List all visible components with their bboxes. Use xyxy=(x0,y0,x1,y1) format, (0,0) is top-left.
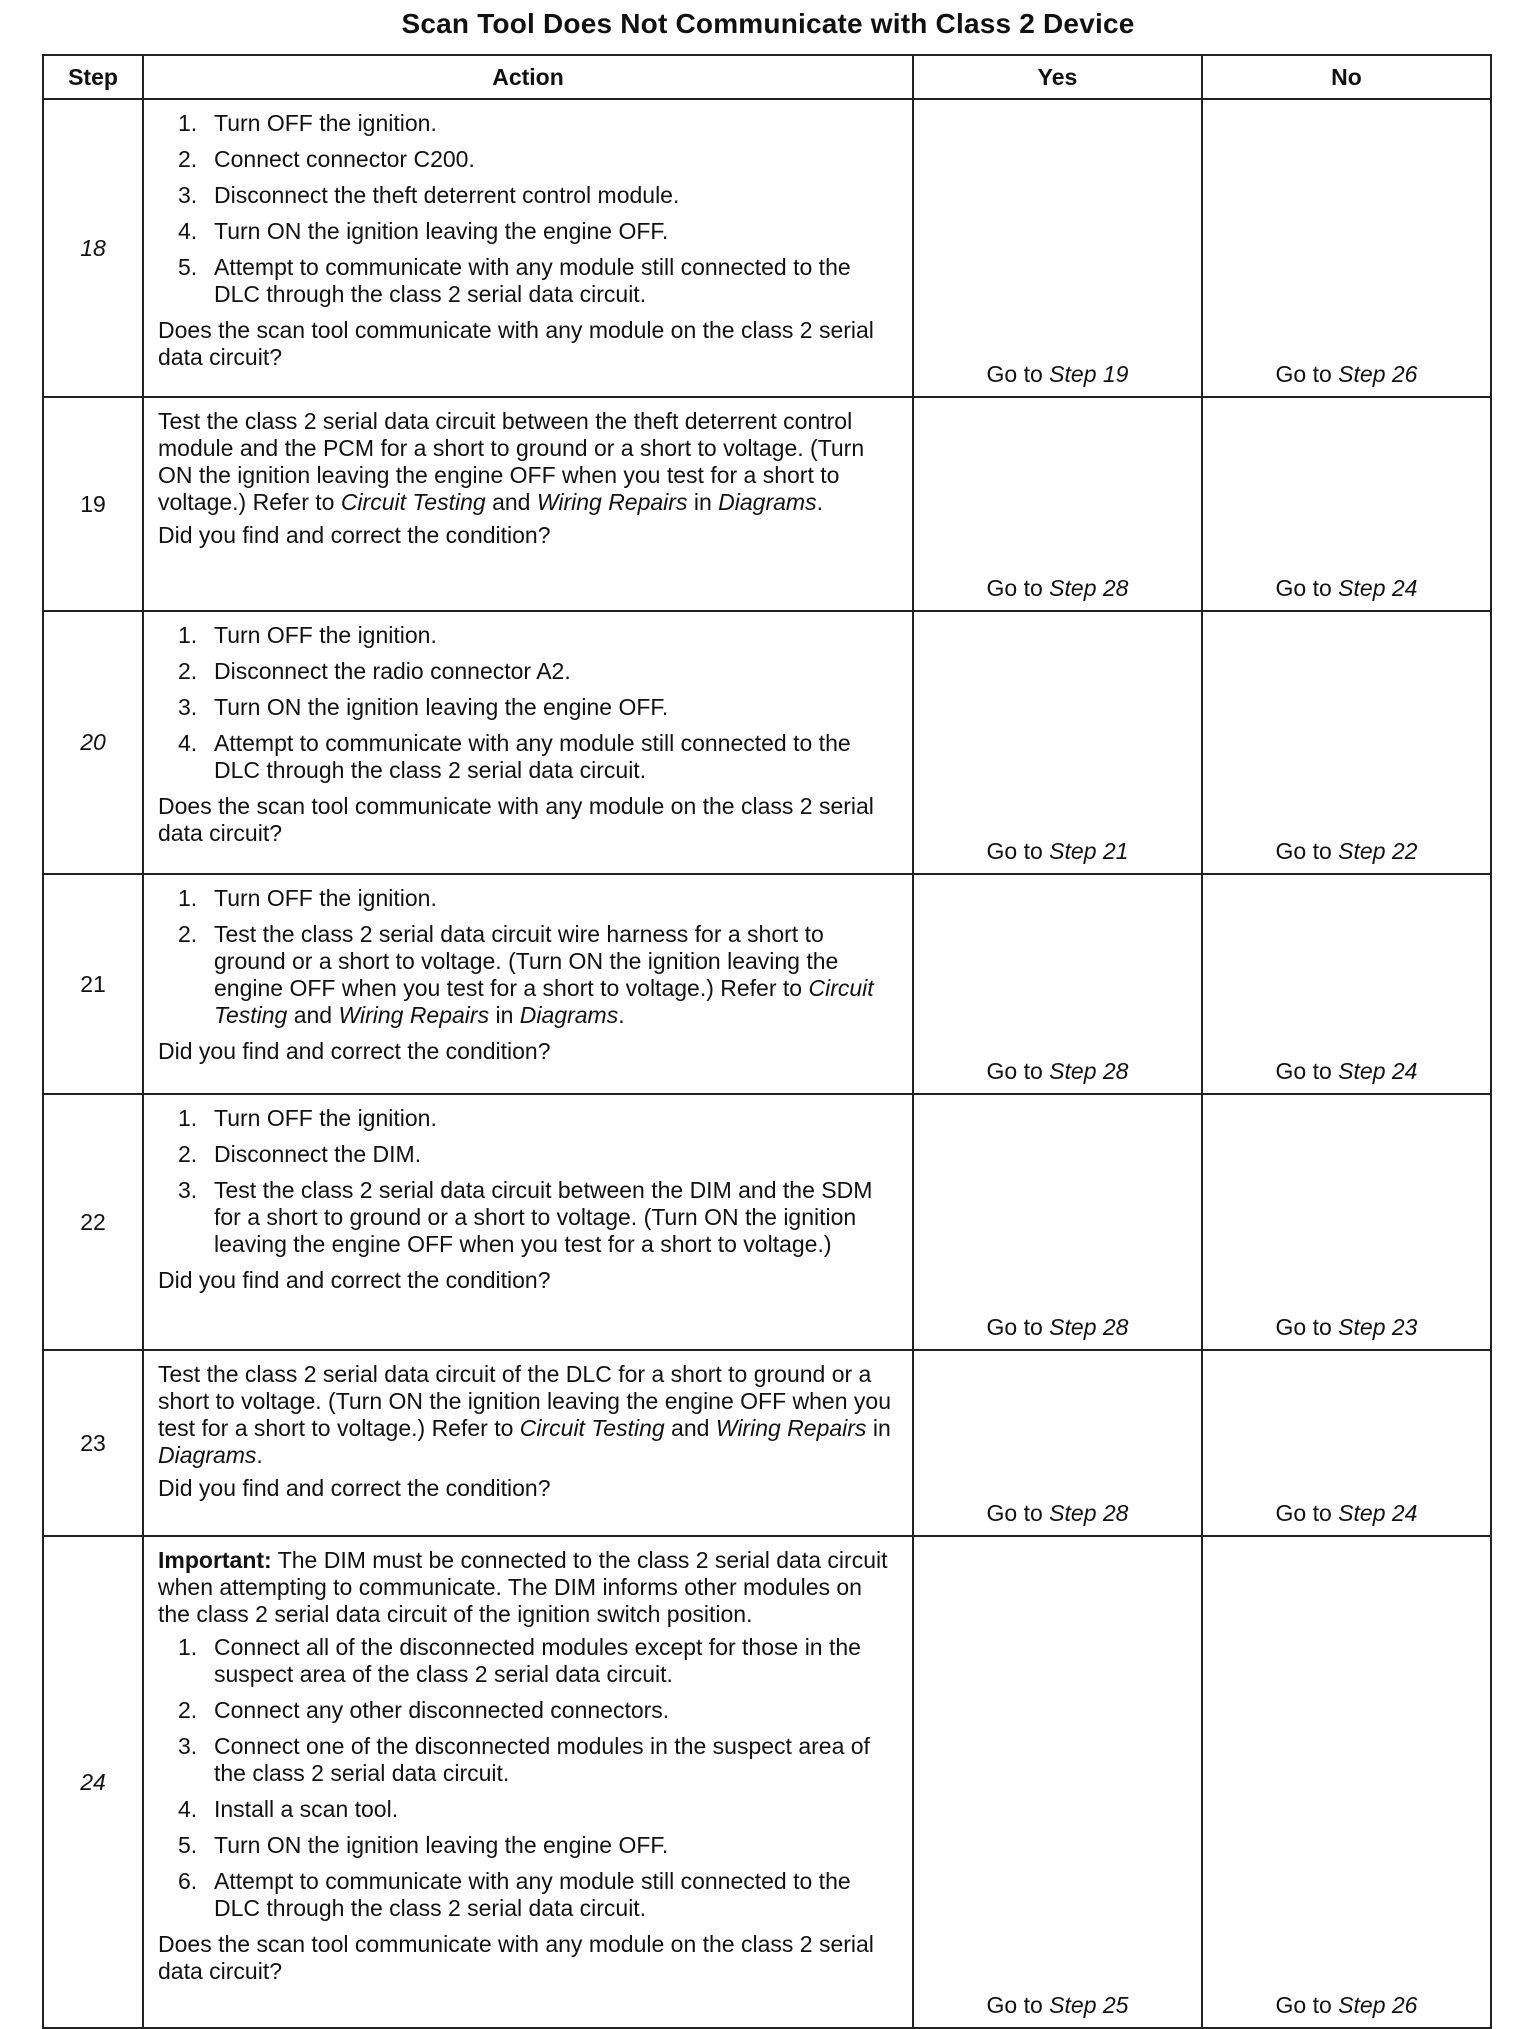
action-cell xyxy=(143,1094,913,1350)
no-result: Go to Step 24 xyxy=(1202,397,1491,611)
yes-result: Go to Step 28 xyxy=(913,1094,1202,1350)
action-text: Test the class 2 serial data circuit between the theft deterrent control module and the PCM for a short to ground or a short to voltage. (Turn ON the ignition leaving the engine OFF when you test for a short to voltage.) Refer to Circuit Testing and Wiring Repairs in Diagrams. xyxy=(158,408,865,515)
step-number: 21 xyxy=(43,874,143,1094)
action-steps-list xyxy=(158,622,900,784)
list-item: 3. Disconnect the theft deterrent control module. xyxy=(178,182,680,208)
list-item: 4. Attempt to communicate with any module still connected to the DLC through the class 2 serial data circuit. xyxy=(178,730,851,783)
diagnostic-table xyxy=(42,54,1492,2029)
action-text: Test the class 2 serial data circuit of the DLC for a short to ground or a short to voltage. (Turn ON the ignition leaving the engine OFF when you test for a short to voltage.) Refer to Circuit Testing and Wiring Repairs in Diagrams. xyxy=(158,1361,891,1468)
header-yes: Yes xyxy=(913,55,1202,99)
action-cell xyxy=(143,99,913,397)
list-item: 1. Turn OFF the ignition. xyxy=(178,622,437,648)
no-result: Go to Step 24 xyxy=(1202,874,1491,1094)
list-item: 1. Turn OFF the ignition. xyxy=(178,1105,437,1131)
list-item: 3. Test the class 2 serial data circuit between the DIM and the SDM for a short to ground or a short to voltage. (Turn ON the ignition leaving the engine OFF when you test for a short to voltage.) xyxy=(178,1177,873,1257)
no-result: Go to Step 24 xyxy=(1202,1350,1491,1536)
no-result: Go to Step 22 xyxy=(1202,611,1491,874)
important-note: Important: The DIM must be connected to the class 2 serial data circuit when attempting to communicate. The DIM informs other modules on the class 2 serial data circuit of the ignition switch position. xyxy=(158,1547,888,1627)
list-item: 4. Install a scan tool. xyxy=(178,1796,399,1822)
list-item: 2. Test the class 2 serial data circuit wire harness for a short to ground or a short to voltage. (Turn ON the ignition leaving the engine OFF when you test for a short to voltage.) Refer to Circuit Testing and Wiring Repairs in Diagrams. xyxy=(178,921,874,1028)
table-row-step-22 xyxy=(43,1094,1491,1350)
step-number: 18 xyxy=(43,99,143,397)
table-row-step-23 xyxy=(43,1350,1491,1536)
list-item: 2. Disconnect the radio connector A2. xyxy=(178,658,571,684)
step-number: 22 xyxy=(43,1094,143,1350)
list-item: 3. Connect one of the disconnected modules in the suspect area of the class 2 serial data circuit. xyxy=(178,1733,870,1786)
step-number: 19 xyxy=(43,397,143,611)
yes-result: Go to Step 28 xyxy=(913,1350,1202,1536)
action-steps-list xyxy=(158,1105,900,1258)
header-action: Action xyxy=(143,55,913,99)
list-item: 5. Turn ON the ignition leaving the engine OFF. xyxy=(178,1832,669,1858)
question-text: Did you find and correct the condition? xyxy=(158,1475,551,1501)
action-steps-list xyxy=(158,110,900,308)
no-result: Go to Step 26 xyxy=(1202,1536,1491,2028)
list-item: 2. Connect any other disconnected connectors. xyxy=(178,1697,670,1723)
action-cell xyxy=(143,1536,913,2028)
list-item: 2. Disconnect the DIM. xyxy=(178,1141,422,1167)
question-text: Did you find and correct the condition? xyxy=(158,1267,551,1293)
table-row-step-19 xyxy=(43,397,1491,611)
table-row-step-18 xyxy=(43,99,1491,397)
yes-result: Go to Step 21 xyxy=(913,611,1202,874)
header-no: No xyxy=(1202,55,1491,99)
question-text: Does the scan tool communicate with any module on the class 2 serial data circuit? xyxy=(158,793,874,846)
list-item: 2. Connect connector C200. xyxy=(178,146,475,172)
action-cell xyxy=(143,397,913,611)
action-steps-list xyxy=(158,885,900,1029)
action-cell xyxy=(143,1350,913,1536)
list-item: 3. Turn ON the ignition leaving the engine OFF. xyxy=(178,694,669,720)
table-header-row xyxy=(43,55,1491,99)
question-text: Did you find and correct the condition? xyxy=(158,1038,551,1064)
table-row-step-21 xyxy=(43,874,1491,1094)
list-item: 5. Attempt to communicate with any module still connected to the DLC through the class 2 serial data circuit. xyxy=(178,254,851,307)
no-result: Go to Step 26 xyxy=(1202,99,1491,397)
header-step: Step xyxy=(43,55,143,99)
step-number: 24 xyxy=(43,1536,143,2028)
question-text: Does the scan tool communicate with any module on the class 2 serial data circuit? xyxy=(158,1931,874,1984)
list-item: 4. Turn ON the ignition leaving the engine OFF. xyxy=(178,218,669,244)
step-number: 20 xyxy=(43,611,143,874)
table-row-step-20 xyxy=(43,611,1491,874)
yes-result: Go to Step 25 xyxy=(913,1536,1202,2028)
no-result: Go to Step 23 xyxy=(1202,1094,1491,1350)
page-title: Scan Tool Does Not Communicate with Class 2 Device xyxy=(401,8,1135,39)
action-steps-list xyxy=(158,1634,900,1922)
action-cell xyxy=(143,611,913,874)
yes-result: Go to Step 19 xyxy=(913,99,1202,397)
step-number: 23 xyxy=(43,1350,143,1536)
yes-result: Go to Step 28 xyxy=(913,397,1202,611)
list-item: 1. Turn OFF the ignition. xyxy=(178,110,437,136)
action-cell xyxy=(143,874,913,1094)
question-text: Does the scan tool communicate with any module on the class 2 serial data circuit? xyxy=(158,317,874,370)
list-item: 1. Connect all of the disconnected modules except for those in the suspect area of the class 2 serial data circuit. xyxy=(178,1634,861,1687)
list-item: 6. Attempt to communicate with any module still connected to the DLC through the class 2 serial data circuit. xyxy=(178,1868,851,1921)
table-row-step-24 xyxy=(43,1536,1491,2028)
yes-result: Go to Step 28 xyxy=(913,874,1202,1094)
important-label: Important: xyxy=(158,1547,272,1573)
list-item: 1. Turn OFF the ignition. xyxy=(178,885,437,911)
question-text: Did you find and correct the condition? xyxy=(158,522,551,548)
